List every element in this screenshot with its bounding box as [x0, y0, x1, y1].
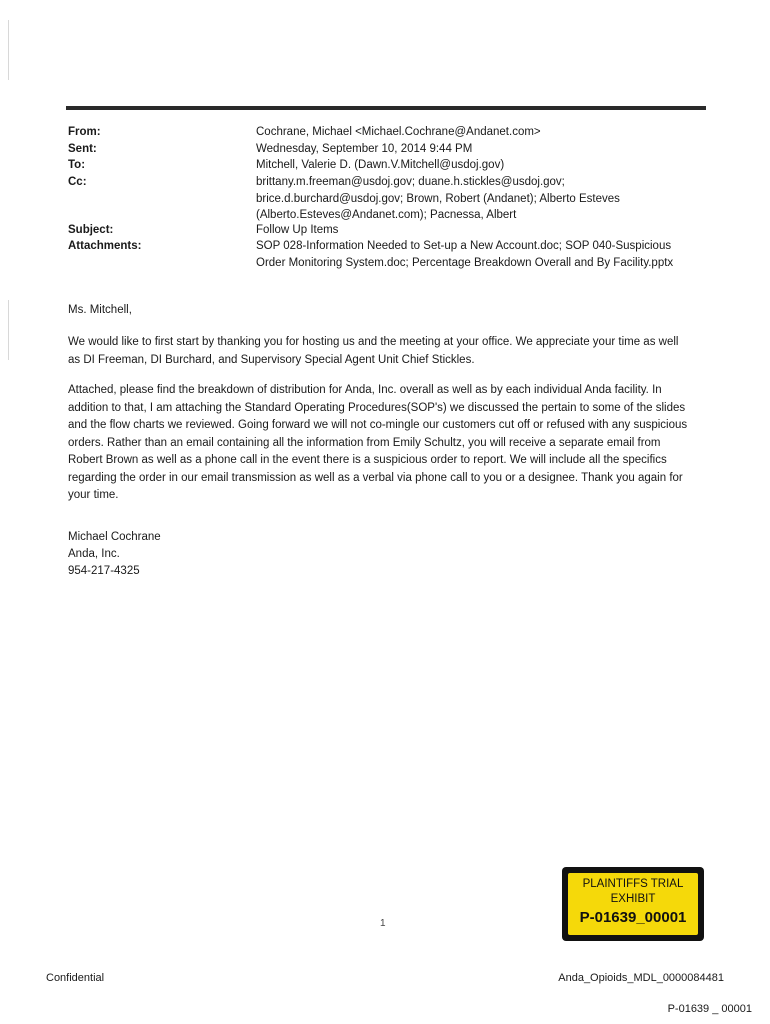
from-value — [256, 124, 696, 141]
attachment-line: SOP 028-Information Needed to Set-up a New Account.doc; SOP 040-Suspicious — [256, 240, 672, 252]
production-id-footer: Anda_Opioids_MDL_0000084481 — [558, 972, 724, 984]
exhibit-line-2: EXHIBIT — [610, 893, 656, 905]
signature-company: Anda, Inc. — [68, 548, 120, 560]
sent-value — [256, 141, 696, 158]
scan-edge-mark — [8, 20, 9, 80]
bates-number: P-01639 _ 00001 — [667, 1003, 752, 1015]
from-label: From: — [68, 126, 101, 138]
cc-label: Cc: — [68, 176, 87, 188]
sent-text: Wednesday, September 10, 2014 9:44 PM — [256, 143, 473, 155]
signature-name: Michael Cochrane — [68, 531, 161, 543]
signature-block — [68, 529, 161, 580]
attachments-label: Attachments: — [68, 240, 142, 252]
cc-line: brittany.m.freeman@usdoj.gov; duane.h.stickles@usdoj.gov; — [256, 176, 565, 188]
paragraph-2-text: Attached, please find the breakdown of distribution for Anda, Inc. overall as well as by each individual Anda facility. In addition to that, I am attaching the Standard Operating Procedures(SOP's) we discussed the pertain to some of the slides and the flow charts we reviewed. Going forward we will not co-mingle our customers cut off or refused with any suspicious orders. Rather than an email containing all the information from Emily Schultz, you will receive a separate email from Robert Brown as well as a phone call in the event there is a suspicious order to report. We will include all the specifics regarding the order in our email transmission as well as a verbal via phone call to you or a designee. Thank you again for your time. — [68, 384, 688, 501]
paragraph-2 — [68, 382, 693, 505]
to-label: To: — [68, 159, 86, 171]
confidential-footer: Confidential — [46, 972, 105, 984]
attachment-line: Order Monitoring System.doc; Percentage Breakdown Overall and By Facility.pptx — [256, 256, 674, 269]
page-number: 1 — [380, 918, 386, 929]
greeting-text: Ms. Mitchell, — [68, 304, 132, 316]
cc-value — [256, 174, 696, 224]
subject-value — [256, 222, 696, 239]
to-value — [256, 157, 696, 174]
sent-label: Sent: — [68, 143, 97, 155]
scan-edge-mark — [8, 300, 9, 360]
greeting — [68, 302, 693, 320]
subject-label: Subject: — [68, 224, 114, 236]
header-divider — [66, 106, 706, 110]
cc-line: (Alberto.Esteves@Andanet.com); Pacnessa, Albert — [256, 209, 517, 221]
signature-phone: 954-217-4325 — [68, 565, 140, 577]
paragraph-1 — [68, 334, 693, 369]
from-text: Cochrane, Michael <Michael.Cochrane@Andanet.com> — [256, 126, 541, 138]
to-text: Mitchell, Valerie D. (Dawn.V.Mitchell@usdoj.gov) — [256, 159, 505, 171]
exhibit-number: P-01639_00001 — [579, 909, 687, 926]
paragraph-1-text: We would like to first start by thanking you for hosting us and the meeting at your office. We appreciate your time as well as DI Freeman, DI Burchard, and Supervisory Special Agent Unit Chief Stickles. — [68, 336, 679, 366]
cc-line: brice.d.burchard@usdoj.gov; Brown, Robert (Andanet); Alberto Esteves — [256, 192, 620, 205]
attachments-value — [256, 238, 696, 271]
exhibit-line-1: PLAINTIFFS TRIAL — [582, 878, 684, 890]
exhibit-label — [568, 873, 698, 935]
subject-text: Follow Up Items — [256, 224, 339, 236]
exhibit-sticker — [562, 867, 704, 941]
